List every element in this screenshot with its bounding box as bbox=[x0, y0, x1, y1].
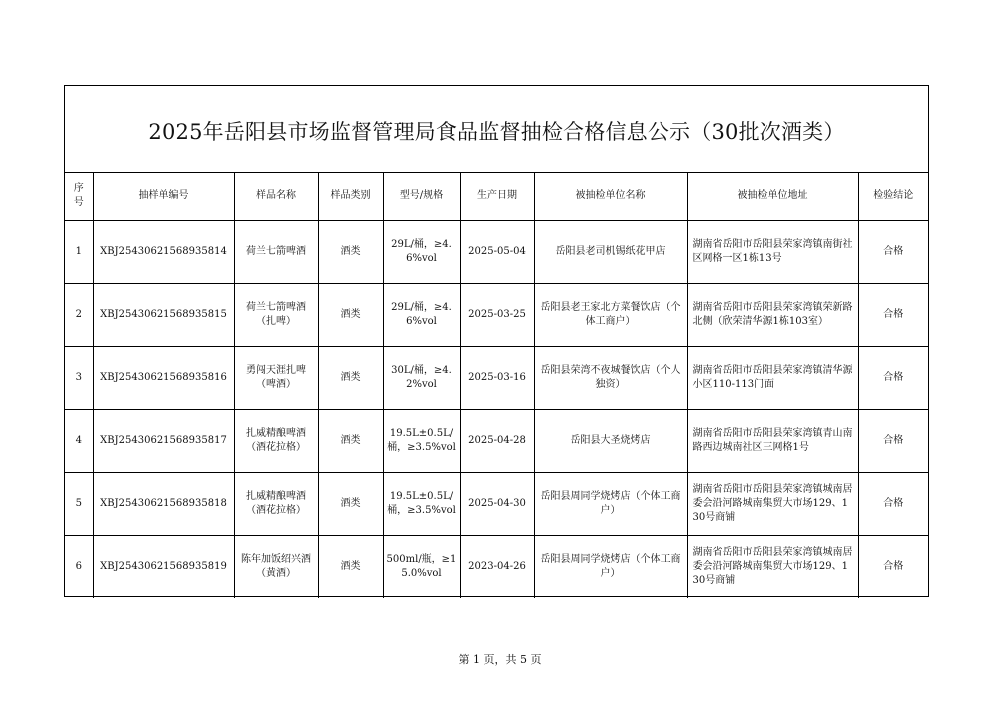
cell-code: XBJ25430621568935815 bbox=[93, 283, 234, 346]
cell-no: 3 bbox=[65, 346, 93, 409]
cell-category: 酒类 bbox=[318, 535, 383, 598]
inspection-table bbox=[65, 173, 928, 598]
cell-address: 湖南省岳阳市岳阳县荣家湾镇城南居委会沿河路城南集贸大市场129、130号商铺 bbox=[687, 535, 858, 598]
cell-code: XBJ25430621568935816 bbox=[93, 346, 234, 409]
cell-name: 荷兰七箭啤酒 bbox=[234, 220, 318, 283]
table-row bbox=[65, 535, 928, 598]
cell-name: 扎威精酿啤酒（酒花拉格） bbox=[234, 472, 318, 535]
header-unit: 被抽检单位名称 bbox=[534, 173, 687, 220]
cell-address: 湖南省岳阳市岳阳县荣家湾镇清华源小区110-113门面 bbox=[687, 346, 858, 409]
cell-result: 合格 bbox=[858, 409, 928, 472]
cell-unit: 岳阳县老司机锡纸花甲店 bbox=[534, 220, 687, 283]
cell-no: 4 bbox=[65, 409, 93, 472]
cell-address: 湖南省岳阳市岳阳县荣家湾镇南街社区网格一区1栋13号 bbox=[687, 220, 858, 283]
cell-spec: 500ml/瓶，≥15.0%vol bbox=[383, 535, 460, 598]
cell-date: 2023-04-26 bbox=[460, 535, 534, 598]
table-row bbox=[65, 409, 928, 472]
cell-code: XBJ25430621568935814 bbox=[93, 220, 234, 283]
header-name: 样品名称 bbox=[234, 173, 318, 220]
header-date: 生产日期 bbox=[460, 173, 534, 220]
cell-category: 酒类 bbox=[318, 472, 383, 535]
cell-unit: 岳阳县周同学烧烤店（个体工商户） bbox=[534, 535, 687, 598]
cell-no: 5 bbox=[65, 472, 93, 535]
cell-spec: 30L/桶，≥4.2%vol bbox=[383, 346, 460, 409]
cell-unit: 岳阳县周同学烧烤店（个体工商户） bbox=[534, 472, 687, 535]
cell-category: 酒类 bbox=[318, 283, 383, 346]
cell-result: 合格 bbox=[858, 346, 928, 409]
cell-unit: 岳阳县荣湾不夜城餐饮店（个人独资） bbox=[534, 346, 687, 409]
cell-spec: 19.5L±0.5L/桶，≥3.5%vol bbox=[383, 472, 460, 535]
cell-date: 2025-05-04 bbox=[460, 220, 534, 283]
table-row bbox=[65, 346, 928, 409]
cell-code: XBJ25430621568935819 bbox=[93, 535, 234, 598]
cell-no: 6 bbox=[65, 535, 93, 598]
cell-category: 酒类 bbox=[318, 409, 383, 472]
cell-code: XBJ25430621568935818 bbox=[93, 472, 234, 535]
notice-sheet bbox=[64, 85, 929, 597]
cell-category: 酒类 bbox=[318, 346, 383, 409]
cell-address: 湖南省岳阳市岳阳县荣家湾镇城南居委会沿河路城南集贸大市场129、130号商铺 bbox=[687, 472, 858, 535]
cell-result: 合格 bbox=[858, 220, 928, 283]
cell-no: 2 bbox=[65, 283, 93, 346]
cell-no: 1 bbox=[65, 220, 93, 283]
header-result: 检验结论 bbox=[858, 173, 928, 220]
table-row bbox=[65, 283, 928, 346]
cell-spec: 29L/桶，≥4.6%vol bbox=[383, 283, 460, 346]
cell-date: 2025-03-16 bbox=[460, 346, 534, 409]
cell-result: 合格 bbox=[858, 283, 928, 346]
header-category: 样品类别 bbox=[318, 173, 383, 220]
cell-name: 荷兰七箭啤酒（扎啤） bbox=[234, 283, 318, 346]
cell-address: 湖南省岳阳市岳阳县荣家湾镇青山南路西边城南社区三网格1号 bbox=[687, 409, 858, 472]
cell-address: 湖南省岳阳市岳阳县荣家湾镇荣新路北侧（欣荣清华源1栋103室） bbox=[687, 283, 858, 346]
table-header-row bbox=[65, 173, 928, 220]
header-code: 抽样单编号 bbox=[93, 173, 234, 220]
cell-name: 扎威精酿啤酒（酒花拉格） bbox=[234, 409, 318, 472]
cell-spec: 19.5L±0.5L/桶，≥3.5%vol bbox=[383, 409, 460, 472]
header-no: 序号 bbox=[65, 173, 93, 220]
cell-unit: 岳阳县大圣烧烤店 bbox=[534, 409, 687, 472]
cell-spec: 29L/桶，≥4.6%vol bbox=[383, 220, 460, 283]
page-indicator: 第 1 页，共 5 页 bbox=[458, 653, 542, 666]
cell-date: 2025-04-30 bbox=[460, 472, 534, 535]
notice-title: 2025年岳阳县市场监督管理局食品监督抽检合格信息公示（30批次酒类） bbox=[65, 86, 928, 173]
cell-date: 2025-03-25 bbox=[460, 283, 534, 346]
header-spec: 型号/规格 bbox=[383, 173, 460, 220]
table-row bbox=[65, 472, 928, 535]
cell-code: XBJ25430621568935817 bbox=[93, 409, 234, 472]
header-address: 被抽检单位地址 bbox=[687, 173, 858, 220]
cell-result: 合格 bbox=[858, 535, 928, 598]
cell-result: 合格 bbox=[858, 472, 928, 535]
cell-unit: 岳阳县老王家北方菜餐饮店（个体工商户） bbox=[534, 283, 687, 346]
cell-name: 勇闯天涯扎啤（啤酒） bbox=[234, 346, 318, 409]
cell-date: 2025-04-28 bbox=[460, 409, 534, 472]
cell-category: 酒类 bbox=[318, 220, 383, 283]
cell-name: 陈年加饭绍兴酒（黄酒） bbox=[234, 535, 318, 598]
table-row bbox=[65, 220, 928, 283]
